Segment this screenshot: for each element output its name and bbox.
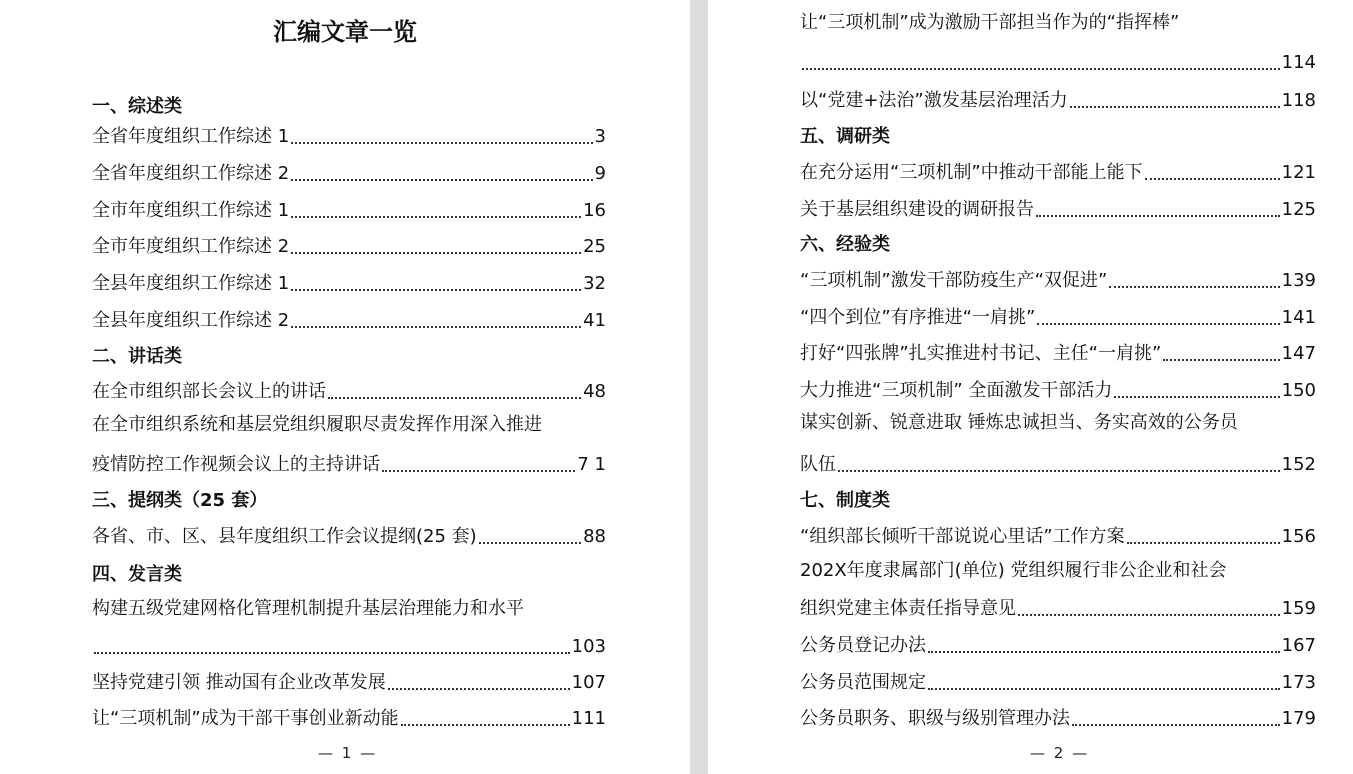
toc-entry[interactable]: 全省年度组织工作综述 1 3	[92, 126, 606, 147]
section-heading: 一、综述类	[92, 96, 182, 117]
toc-entry[interactable]: 114	[800, 44, 1316, 74]
page-2	[708, 0, 1353, 774]
page-number: — 2 —	[1030, 744, 1090, 762]
toc-entry[interactable]: 全省年度组织工作综述 2 9	[92, 163, 606, 184]
toc-entry[interactable]: 全市年度组织工作综述 1 16	[92, 200, 606, 221]
toc-entry[interactable]: 打好“四张牌”扎实推进村书记、主任“一肩挑” 147	[800, 343, 1316, 364]
document-title: 汇编文章一览	[273, 18, 417, 46]
toc-entry[interactable]: 关于基层组织建设的调研报告 125	[800, 199, 1316, 220]
toc-entry[interactable]: 在全市组织部长会议上的讲话 48	[92, 381, 606, 402]
toc-entry-line1[interactable]: 构建五级党建网格化管理机制提升基层治理能力和水平	[92, 598, 524, 619]
toc-entry[interactable]: 公务员职务、职级与级别管理办法 179	[800, 708, 1316, 729]
toc-entry[interactable]: 坚持党建引领 推动国有企业改革发展 107	[92, 672, 606, 693]
toc-entry-line1[interactable]: 在全市组织系统和基层党组织履职尽责发挥作用深入推进	[92, 414, 542, 435]
toc-entry[interactable]: 疫情防控工作视频会议上的主持讲话 7 1	[92, 454, 606, 475]
toc-entry[interactable]: 在充分运用“三项机制”中推动干部能上能下 121	[800, 162, 1316, 183]
toc-entry-line1[interactable]: 谋实创新、锐意进取 锤炼忠诚担当、务实高效的公务员	[800, 412, 1238, 433]
section-heading: 四、发言类	[92, 564, 182, 585]
section-heading: 三、提纲类（25 套）	[92, 490, 268, 511]
toc-entry[interactable]: 组织党建主体责任指导意见 159	[800, 598, 1316, 619]
toc-entry[interactable]: “四个到位”有序推进“一肩挑” 141	[800, 307, 1316, 328]
section-heading: 七、制度类	[800, 490, 890, 511]
toc-entry[interactable]: 公务员范围规定 173	[800, 672, 1316, 693]
toc-entry[interactable]: 队伍 152	[800, 454, 1316, 475]
toc-entry-line1[interactable]: 让“三项机制”成为激励干部担当作为的“指挥棒”	[800, 12, 1180, 33]
toc-entry[interactable]: 103	[92, 628, 606, 658]
toc-entry[interactable]: 大力推进“三项机制” 全面激发干部活力 150	[800, 380, 1316, 401]
toc-entry[interactable]: 全县年度组织工作综述 1 32	[92, 273, 606, 294]
toc-entry[interactable]: “组织部长倾听干部说说心里话”工作方案 156	[800, 526, 1316, 547]
section-heading: 五、调研类	[800, 126, 890, 147]
page-number: — 1 —	[318, 744, 378, 762]
toc-entry[interactable]: 公务员登记办法 167	[800, 635, 1316, 656]
toc-entry[interactable]: “三项机制”激发干部防疫生产“双促进” 139	[800, 270, 1316, 291]
toc-entry[interactable]: 以“党建+法治”激发基层治理活力 118	[800, 90, 1316, 111]
section-heading: 六、经验类	[800, 234, 890, 255]
section-heading: 二、讲话类	[92, 346, 182, 367]
toc-entry[interactable]: 各省、市、区、县年度组织工作会议提纲(25 套) 88	[92, 526, 606, 547]
toc-entry[interactable]: 全市年度组织工作综述 2 25	[92, 236, 606, 257]
toc-entry[interactable]: 让“三项机制”成为干部干事创业新动能 111	[92, 708, 606, 729]
toc-entry[interactable]: 全县年度组织工作综述 2 41	[92, 310, 606, 331]
toc-entry-line1[interactable]: 202X年度隶属部门(单位) 党组织履行非公企业和社会	[800, 560, 1227, 581]
